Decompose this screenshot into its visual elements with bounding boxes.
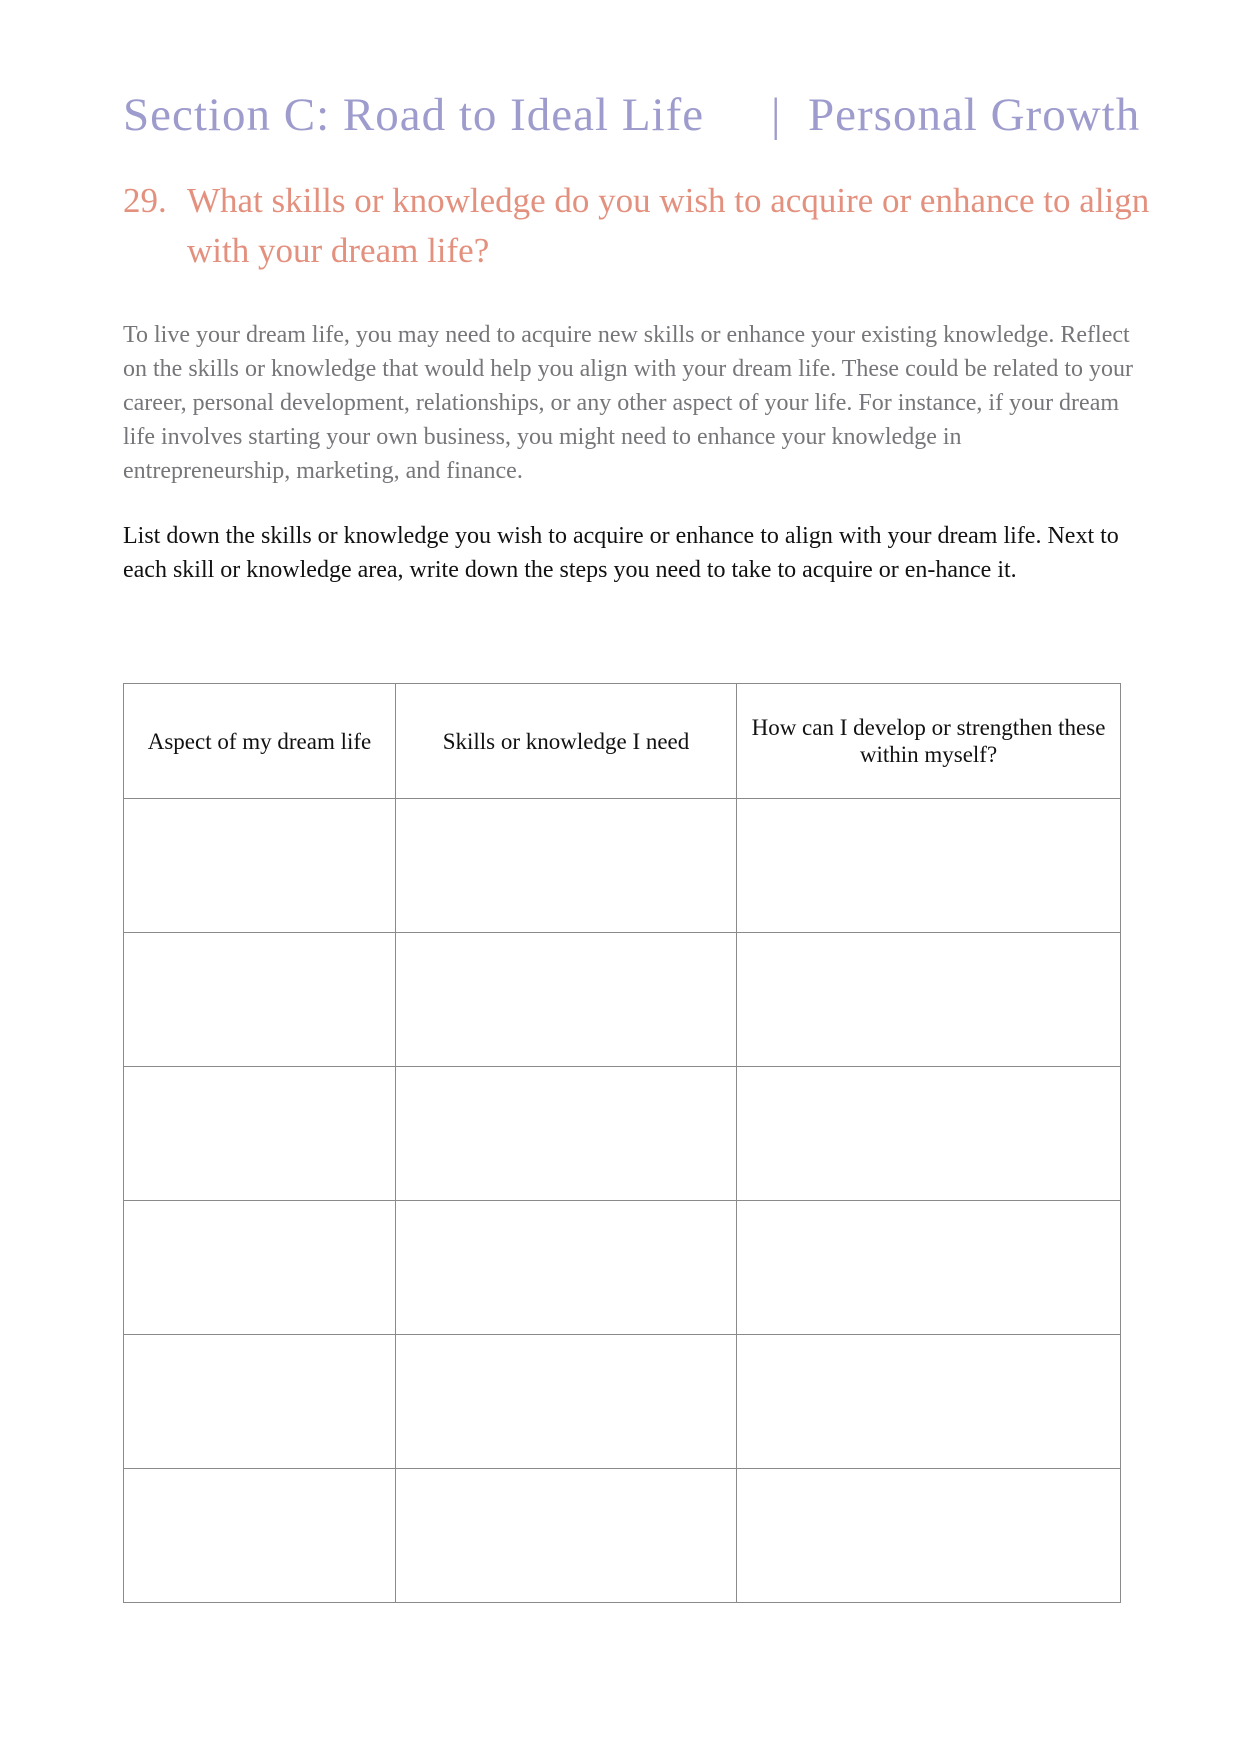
cell-development[interactable] bbox=[737, 933, 1121, 1067]
cell-aspect[interactable] bbox=[124, 933, 396, 1067]
cell-development[interactable] bbox=[737, 1469, 1121, 1603]
cell-development[interactable] bbox=[737, 1335, 1121, 1469]
table-row bbox=[124, 799, 1121, 933]
cell-development[interactable] bbox=[737, 1201, 1121, 1335]
intro-paragraph: To live your dream life, you may need to acquire new skills or enhance your existing knowledge. Reflect on the skills or knowledge that would help you align with your dream life. These could be related to your career, personal development, relationships, or any other aspect of your life. For instance, if your dream life involves starting your own business, you might need to enhance your knowledge in entrepreneurship, marketing, and finance. bbox=[123, 322, 1133, 484]
question-text: What skills or knowledge do you wish to acquire or enhance to align with your dream life? bbox=[187, 181, 1150, 270]
cell-skills[interactable] bbox=[396, 1469, 737, 1603]
table-row bbox=[124, 1469, 1121, 1603]
table-header-row bbox=[124, 684, 1121, 799]
page-header bbox=[123, 82, 1141, 148]
question-heading bbox=[123, 176, 1163, 276]
cell-skills[interactable] bbox=[396, 933, 737, 1067]
table-row bbox=[124, 933, 1121, 1067]
table-row bbox=[124, 1067, 1121, 1201]
section-title: Section C: Road to Ideal Life bbox=[123, 89, 705, 141]
topic-title: Personal Growth bbox=[808, 89, 1141, 141]
cell-skills[interactable] bbox=[396, 1201, 737, 1335]
question-number: 29. bbox=[123, 181, 167, 220]
cell-development[interactable] bbox=[737, 799, 1121, 933]
cell-skills[interactable] bbox=[396, 799, 737, 933]
cell-aspect[interactable] bbox=[124, 1201, 396, 1335]
instruction-paragraph: List down the skills or knowledge you wish to acquire or enhance to align with your dream life. Next to each skill or knowledge area, write down the steps you need to take to acquire or en-hance it. bbox=[123, 523, 1119, 583]
table-row bbox=[124, 1335, 1121, 1469]
cell-aspect[interactable] bbox=[124, 1469, 396, 1603]
column-header-development: How can I develop or strengthen these within myself? bbox=[737, 684, 1121, 799]
worksheet-table bbox=[123, 683, 1121, 1603]
cell-aspect[interactable] bbox=[124, 799, 396, 933]
column-header-aspect: Aspect of my dream life bbox=[124, 684, 396, 799]
header-divider: | bbox=[771, 89, 782, 141]
cell-aspect[interactable] bbox=[124, 1067, 396, 1201]
cell-development[interactable] bbox=[737, 1067, 1121, 1201]
column-header-skills: Skills or knowledge I need bbox=[396, 684, 737, 799]
cell-skills[interactable] bbox=[396, 1335, 737, 1469]
cell-aspect[interactable] bbox=[124, 1335, 396, 1469]
table-row bbox=[124, 1201, 1121, 1335]
cell-skills[interactable] bbox=[396, 1067, 737, 1201]
